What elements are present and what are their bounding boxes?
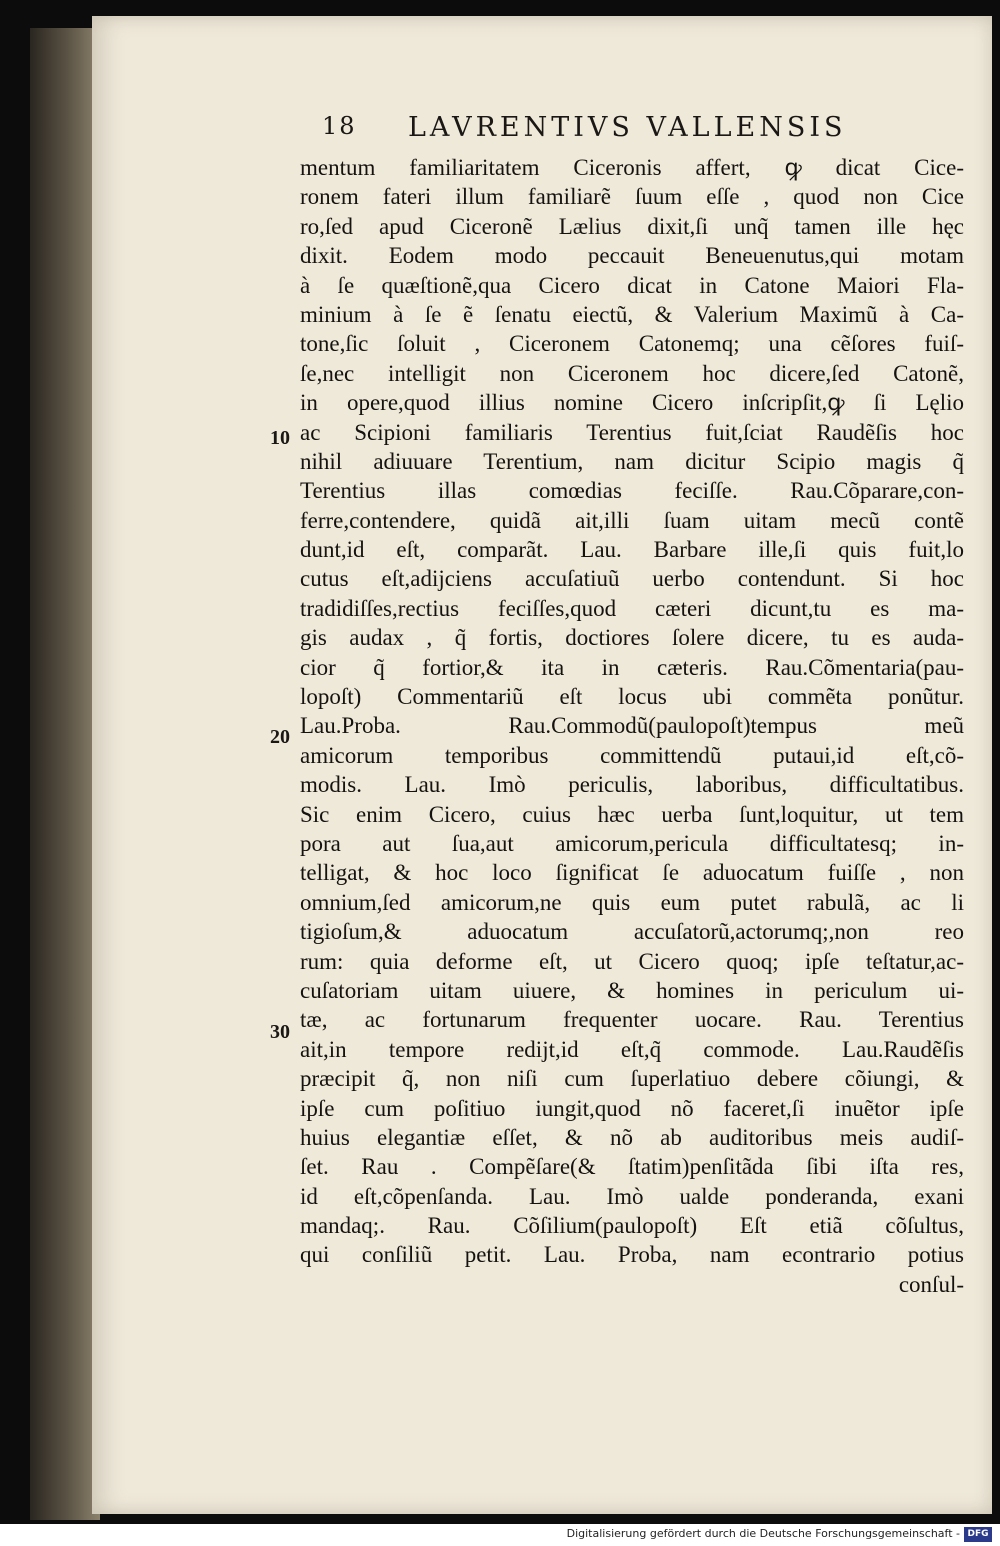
line-number-30: 30 <box>270 1021 290 1043</box>
text-line: dixit. Eodem modo peccauit Beneuenutus,qui motam <box>300 243 964 269</box>
text-line: lopoſt) Commentariũ eſt locus ubi commẽta ponũtur. <box>300 684 964 710</box>
footer-bar <box>0 1524 1000 1546</box>
text-line: huius elegantiæ eſſet, & nõ ab auditoribus meis audiſ- <box>300 1124 964 1150</box>
text-line: cutus eſt,adijciens accuſatiuũ uerbo contendunt. Si hoc <box>300 566 964 592</box>
text-line: ronem fateri illum familiarẽ ſuum eſſe , quod non Cice <box>300 184 964 210</box>
text-line: in opere,quod illius nomine Cicero inſcripſit,ꝙ ſi Lęlio <box>300 390 964 416</box>
text-line: tone,ſic ſoluit , Ciceronem Catonemq; una cẽſores fuiſ- <box>300 331 964 357</box>
text-line: Lau.Proba. Rau.Commodũ(paulopoſt)tempus meũ <box>300 713 964 739</box>
text-line: præcipit q̃, non niſi cum ſuperlatiuo debere cõiungi, & <box>300 1066 964 1092</box>
text-line: cuſatoriam uitam uiuere, & homines in periculum ui- <box>300 977 964 1003</box>
text-line: ro,ſed apud Ciceronẽ Lælius dixit,ſi unq̃ tamen ille hęc <box>300 213 964 239</box>
text-line: dunt,id eſt, comparãt. Lau. Barbare ille,ſi quis fuit,lo <box>300 537 964 563</box>
text-line: cior q̃ fortior,& ita in cæteris. Rau.Cõmentaria(pau- <box>300 654 964 680</box>
text-line: à ſe quæſtionẽ,qua Cicero dicat in Catone Maiori Fla- <box>300 272 964 298</box>
catchword: conſul- <box>898 1271 964 1297</box>
line-number-20: 20 <box>270 726 290 748</box>
text-line: omnium,ſed amicorum,ne quis eum putet rabulã, ac li <box>300 889 964 915</box>
text-line: nihil adiuuare Terentium, nam dicitur Scipio magis q̃ <box>300 448 964 474</box>
text-line: Sic enim Cicero, cuius hæc uerba ſunt,loquitur, ut tem <box>300 801 964 827</box>
book-edge <box>30 28 100 1520</box>
text-line: amicorum temporibus committendũ putaui,id eſt,cõ- <box>300 742 964 768</box>
text-line: tigioſum,& aduocatum accuſatorũ,actorumq;,non reo <box>300 919 964 945</box>
text-line: telligat, & hoc loco ſignificat ſe aduocatum fuiſſe , non <box>300 860 964 886</box>
text-line: tradidiſſes,rectius feciſſes,quod cæteri dicunt,tu es ma- <box>300 595 964 621</box>
running-title: LAVRENTIVS VALLENSIS <box>408 112 847 143</box>
text-line: rum: quia deforme eſt, ut Cicero quoq; ipſe teſtatur,ac- <box>300 948 964 974</box>
page-number: 18 <box>322 112 357 140</box>
text-line: qui conſiliũ petit. Lau. Proba, nam econtrario potius <box>300 1242 964 1268</box>
running-head <box>322 112 882 152</box>
text-line: mentum familiaritatem Ciceronis affert, ꝙ dicat Cice- <box>300 155 964 180</box>
text-line: modis. Lau. Imò periculis, laboribus, difficultatibus. <box>300 772 964 798</box>
body-text <box>300 153 964 1299</box>
line-number-10: 10 <box>270 427 290 449</box>
text-line: ferre,contendere, quidã ait,illi ſuam uitam mecũ contẽ <box>300 507 964 533</box>
dfg-logo-icon: DFG <box>964 1527 992 1542</box>
text-line: pora aut ſua,aut amicorum,pericula difficultatesq; in- <box>300 830 964 856</box>
funding-credit: Digitalisierung gefördert durch die Deutsche Forschungsgemeinschaft - <box>566 1527 960 1540</box>
text-line: ipſe cum poſitiuo iungit,quod nõ faceret,ſi inuẽtor ipſe <box>300 1095 964 1121</box>
text-line: tæ, ac fortunarum frequenter uocare. Rau. Terentius <box>300 1007 964 1033</box>
text-line: gis audax , q̃ fortis, doctiores ſolere dicere, tu es auda- <box>300 625 964 651</box>
text-line: ſet. Rau . Compẽſare(& ſtatim)penſitãda ſibi iſta res, <box>300 1154 964 1180</box>
text-line: Terentius illas comœdias feciſſe. Rau.Cõparare,con- <box>300 478 964 504</box>
text-line: ait,in tempore redijt,id eſt,q̃ commode. Lau.Raudẽſis <box>300 1036 964 1062</box>
text-line: id eſt,cõpenſanda. Lau. Imò ualde ponderanda, exani <box>300 1183 964 1209</box>
text-line: ſe,nec intelligit non Ciceronem hoc dicere,ſed Catonẽ, <box>300 360 964 386</box>
text-line: mandaq;. Rau. Cõſilium(paulopoſt) Eſt etiã cõſultus, <box>300 1213 964 1239</box>
text-line: minium à ſe ẽ ſenatu eiectũ, & Valerium Maximũ à Ca- <box>300 301 964 327</box>
text-line: ac Scipioni familiaris Terentius fuit,ſciat Raudẽſis hoc <box>300 419 964 445</box>
